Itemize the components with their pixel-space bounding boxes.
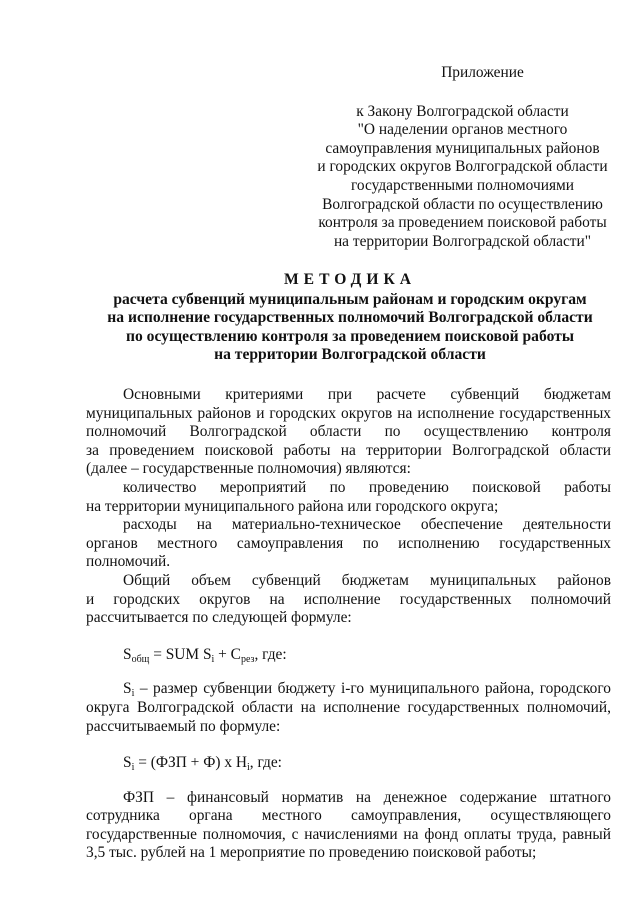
appendix-block bbox=[300, 64, 625, 251]
text-line: рассчитывается по следующей формуле: bbox=[86, 609, 352, 627]
formula-part: + C bbox=[214, 645, 241, 663]
text-line: округа Волгоградской области на исполнение государственных полномочий, bbox=[86, 698, 611, 716]
text-line: рассчитываемый по формуле: bbox=[86, 717, 281, 735]
paragraph-total-volume bbox=[86, 572, 611, 628]
formula-symbol: S bbox=[123, 680, 132, 698]
text-line: и городских округов на исполнение государственных полномочий bbox=[86, 590, 611, 608]
text-line: ФЗП – финансовый норматив на денежное содержание штатного bbox=[123, 788, 611, 806]
formula-subscript: i bbox=[131, 688, 135, 700]
title-heading: МЕТОДИКА bbox=[283, 271, 417, 288]
appendix-line: "О наделении органов местного bbox=[357, 121, 568, 139]
formula-part: , где: bbox=[249, 754, 282, 772]
formula-subscript: i bbox=[131, 762, 135, 774]
paragraph-events-count bbox=[86, 479, 611, 516]
formula-subscript: рез bbox=[240, 653, 255, 665]
formula-part: , где: bbox=[254, 645, 287, 663]
text-fragment: – размер субвенции бюджету i-го муниципального района, городского bbox=[134, 680, 611, 698]
text-line: за проведением поисковой работы на территории Волгоградской области bbox=[86, 441, 611, 459]
appendix-line: контроля за проведением поисковой работы bbox=[318, 214, 607, 232]
paragraph-criteria bbox=[86, 386, 611, 479]
document-title bbox=[60, 271, 640, 365]
formula-subscript: i bbox=[211, 653, 215, 665]
document-body bbox=[86, 386, 611, 863]
text-line: полномочий Волгоградской области по осуществлению контроля bbox=[86, 423, 611, 441]
text-line: расходы на материально-техническое обеспечение деятельности bbox=[123, 516, 611, 534]
title-line: на исполнение государственных полномочий Волгоградской области bbox=[107, 309, 593, 326]
appendix-line: и городских округов Волгоградской области bbox=[317, 158, 608, 176]
formula-subscript: i bbox=[247, 762, 250, 774]
text-line: на территории муниципального района или городского округа; bbox=[86, 497, 499, 515]
text-line: Основными критериями при расчете субвенций бюджетам bbox=[123, 386, 611, 403]
text-line: полномочий. bbox=[86, 553, 171, 571]
appendix-label: Приложение bbox=[441, 64, 524, 81]
text-line: 3,5 тыс. рублей на 1 мероприятие по проведению поисковой работы; bbox=[86, 844, 537, 862]
appendix-line: к Закону Волгоградской области bbox=[356, 102, 569, 120]
text-line: органов местного самоуправления по исполнению государственных bbox=[86, 534, 611, 552]
formula-part: = (ФЗП + Ф) x Н bbox=[134, 754, 247, 772]
text-line: сотрудника органа местного самоуправления, осуществляющего bbox=[86, 807, 611, 825]
text-line: государственные полномочия, с начислениями на фонд оплаты труда, равный bbox=[86, 825, 611, 843]
text-line: Общий объем субвенций бюджетам муниципальных районов bbox=[123, 571, 611, 589]
formula-part: = SUM S bbox=[149, 645, 212, 663]
appendix-line: на территории Волгоградской области" bbox=[333, 232, 592, 250]
text-line bbox=[86, 680, 611, 699]
text-line: (далее – государственные полномочия) являются: bbox=[86, 460, 411, 478]
title-line: расчета субвенций муниципальным районам и городским округам bbox=[113, 290, 587, 308]
paragraph-si-definition bbox=[86, 680, 611, 736]
text-line: количество мероприятий по проведению поисковой работы bbox=[123, 478, 611, 496]
paragraph-expenses bbox=[86, 516, 611, 572]
paragraph-fzp-definition bbox=[86, 789, 611, 863]
text-line: муниципальных районов и городских округов на исполнение государственных bbox=[86, 404, 611, 422]
formula-symbol: S bbox=[123, 645, 132, 663]
appendix-line: государственными полномочиями bbox=[350, 176, 575, 194]
formula-si bbox=[86, 754, 611, 773]
formula-symbol: S bbox=[123, 754, 132, 772]
formula-total bbox=[86, 646, 611, 665]
formula-subscript: общ bbox=[131, 653, 150, 665]
appendix-line: Волгоградской области по осуществлению bbox=[322, 195, 603, 213]
appendix-line: самоуправления муниципальных районов bbox=[325, 139, 600, 157]
title-line: по осуществлению контроля за проведением поисковой работы bbox=[125, 327, 574, 345]
title-line: на территории Волгоградской области bbox=[214, 346, 486, 363]
